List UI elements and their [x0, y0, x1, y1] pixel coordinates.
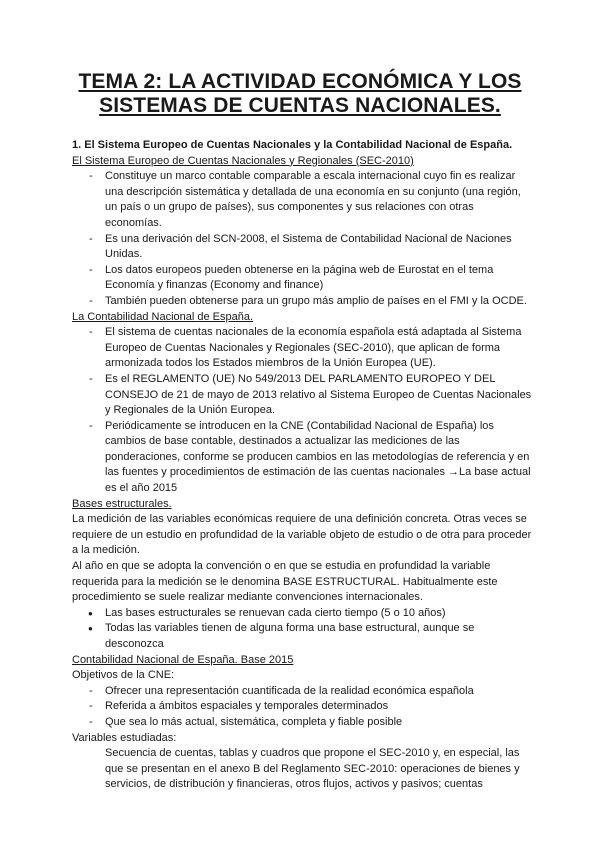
list-item: - Es el REGLAMENTO (UE) No 549/2013 DEL PARLAMENTO EUROPEO Y DEL CONSEJO de 21 de mayo de 2013 relativo al Sistema Europeo de Cuentas Nacionales y Regionales de la Unión Europea.	[72, 372, 532, 419]
list-item: - El sistema de cuentas nacionales de la economía española está adaptada al Sistema Europeo de Cuentas Nacionales y Regionales (SEC-2010), que aplican de forma armonizada todos los Estados miembros de la Unión Europea (UE).	[72, 325, 532, 372]
document-body	[72, 138, 532, 793]
page-title: TEMA 2: LA ACTIVIDAD ECONÓMICA Y LOS SISTEMAS DE CUENTAS NACIONALES.	[78, 70, 522, 117]
section-heading: 1. El Sistema Europeo de Cuentas Nacionales y la Contabilidad Nacional de España.	[72, 139, 513, 151]
list-item: - Ofrecer una representación cuantificada de la realidad económica española	[72, 684, 532, 700]
objectives-label: Objetivos de la CNE:	[72, 669, 175, 682]
list-item: - Constituye un marco contable comparable a escala internacional cuyo fin es realizar una descripción sistemática y detallada de una economía en su conjunto (una región, un país o un grupo de países), sus componentes y sus relaciones con otras economías.	[72, 169, 532, 231]
subsection-title-bases: Bases estructurales.	[72, 497, 172, 510]
list-item: - Es una derivación del SCN-2008, el Sistema de Contabilidad Nacional de Naciones Unidas.	[72, 232, 532, 263]
list-item: ● Todas las variables tienen de alguna forma una base estructural, aunque se desconozca	[72, 621, 532, 652]
bases-bullet-list	[72, 606, 532, 653]
list-item: - Referida a ámbitos espaciales y temporales determinados	[72, 699, 532, 715]
subsection-title-cne: La Contabilidad Nacional de España.	[72, 310, 254, 323]
paragraph: Al año en que se adopta la convención o en que se estudia en profundidad la variable requerida para la medición se le denomina BASE ESTRUCTURAL. Habitualmente este procedimiento se suele realizar mediante convenciones internacionales.	[72, 560, 498, 604]
subsection-title-cne-2015: Contabilidad Nacional de España. Base 2015	[72, 653, 294, 666]
objectives-list	[72, 684, 532, 731]
list-item: - También pueden obtenerse para un grupo más amplio de países en el FMI y la OCDE.	[72, 294, 532, 310]
paragraph: La medición de las variables económicas requiere de una definición concreta. Otras veces se requiere de un estudio en profundidad de la variable objeto de estudio o de otra para proceder a la medición.	[72, 513, 532, 557]
list-item: - Periódicamente se introducen en la CNE (Contabilidad Nacional de España) los cambios de base contable, destinados a actualizar las mediciones de las ponderaciones, conforme se producen cambios en las metodologías de referencia y en las fuentes y procedimientos de estimación de las cuentas nacionales →La base actual es el año 2015	[72, 419, 532, 497]
subsection-title-sec2010: El Sistema Europeo de Cuentas Nacionales y Regionales (SEC-2010)	[72, 154, 414, 167]
list-item: - Los datos europeos pueden obtenerse en la página web de Eurostat en el tema Economía y finanzas (Economy and finance)	[72, 263, 532, 294]
variables-text: Secuencia de cuentas, tablas y cuadros que propone el SEC-2010 y, en especial, las que se presentan en el anexo B del Reglamento SEC-2010: operaciones de bienes y servicios, de distribución y financieras, otros flujos, activos y pasivos; cuentas	[105, 747, 520, 791]
list-item: ● Las bases estructurales se renuevan cada cierto tiempo (5 o 10 años)	[72, 606, 532, 622]
cne-list	[72, 325, 532, 497]
variables-label: Variables estudiadas:	[72, 731, 177, 744]
list-item: - Que sea lo más actual, sistemática, completa y fiable posible	[72, 715, 532, 731]
sec2010-list	[72, 169, 532, 309]
